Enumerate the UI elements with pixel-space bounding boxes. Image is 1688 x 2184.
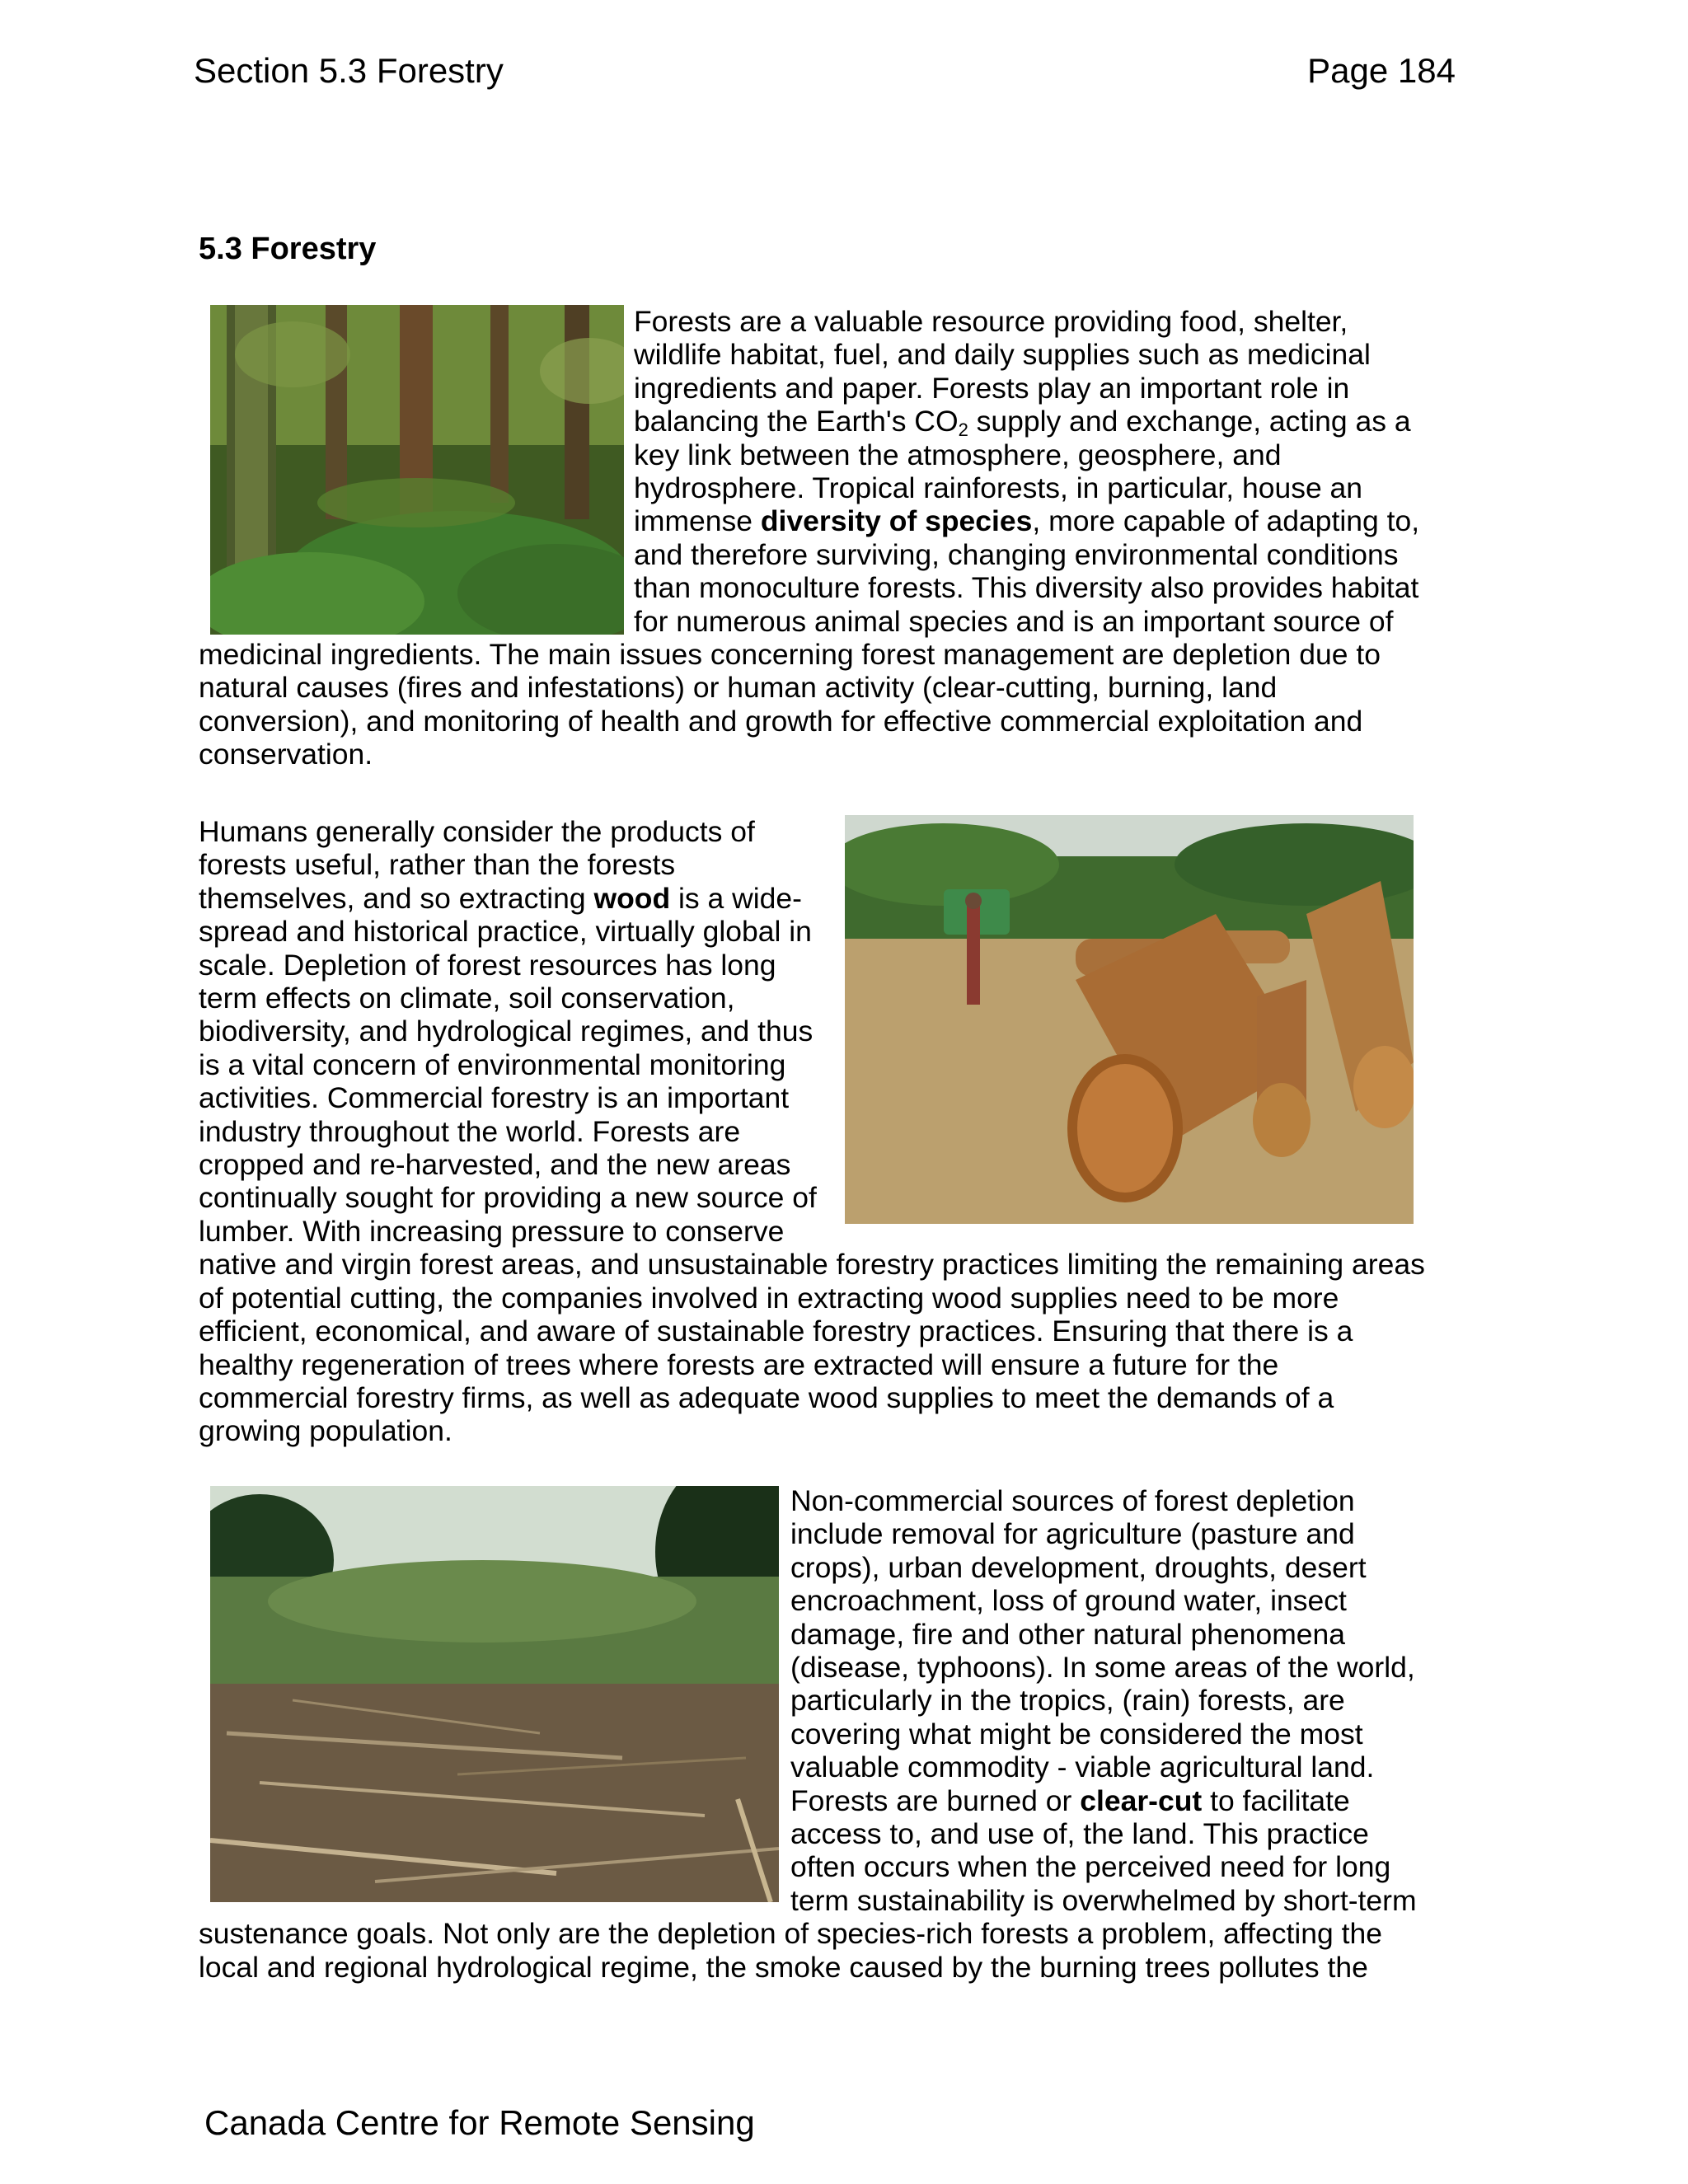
footer-organization: Canada Centre for Remote Sensing xyxy=(204,2103,755,2142)
co2-subscript: 2 xyxy=(958,419,968,441)
paragraph-1-text-a: Forests are a valuable resource providing food, shelter, wildlife habitat, fuel, and daily supplies such as medicinal ingredients and paper. Forests play an important role in balancing the Earth's CO xyxy=(634,305,1371,438)
term-wood: wood xyxy=(593,881,671,915)
running-header-section: Section 5.3 Forestry xyxy=(194,51,504,90)
paragraph-1-block xyxy=(199,305,1435,771)
paragraph-2-text-a: Humans generally consider the products of forests useful, rather than the forests themselves, and so extracting xyxy=(199,815,755,915)
paragraph-3-block xyxy=(199,1484,1435,1984)
section-title: 5.3 Forestry xyxy=(199,232,377,266)
logging-photo xyxy=(845,815,1414,1224)
paragraph-1-text-c: , more capable of adapting to, and therefore surviving, changing environmental conditions than monoculture forests. This diversity also provides habitat for numerous animal species and is an important source of medicinal ingredients. The main issues concerning forest management are depletion due to natural causes (fires and infestations) or human activity (clear-cutting, burning, land conversion), and monitoring of health and growth for effective commercial exploitation and conservation. xyxy=(199,504,1420,771)
paragraph-1-text-b: supply and exchange, acting as a key link between the atmosphere, geosphere, and hydrosphere. Tropical rainforests, in particular, house an immense xyxy=(634,405,1411,538)
running-header-page-number: Page 184 xyxy=(1307,51,1456,90)
clearcut-photo xyxy=(210,1486,779,1902)
term-diversity-of-species: diversity of species xyxy=(760,504,1033,538)
rainforest-photo xyxy=(210,305,624,635)
term-clear-cut: clear-cut xyxy=(1080,1783,1203,1817)
paragraph-2-text-b: is a wide-spread and historical practice, virtually global in scale. Depletion of forest resources has long term effects on climate, soil conservation, biodiversity, and hydrological regimes, and thus is a vital concern of environmental monitoring activities. Commercial forestry is an important industry throughout the world. Forests are cropped and re-harvested, and the new areas continually sought for providing a new source of lumber. With increasing pressure to conserve native and virgin forest areas, and unsustainable forestry practices limiting the remaining areas of potential cutting, the companies involved in extracting wood supplies need to be more efficient, economical, and aware of sustainable forestry practices. Ensuring that there is a healthy regeneration of trees where forests are extracted will ensure a future for the commercial forestry firms, as well as adequate wood supplies to meet the demands of a growing population. xyxy=(199,881,1425,1448)
paragraph-2-block xyxy=(199,815,1435,1448)
paragraph-3-text-a: Non-commercial sources of forest depletion include removal for agriculture (pasture and crops), urban development, droughts, desert encroachment, loss of ground water, insect damage, fire and other natural phenomena (disease, typhoons). In some areas of the world, particularly in the tropics, (rain) forests, are covering what might be considered the most valuable commodity - viable agricultural land. Forests are burned or xyxy=(790,1484,1415,1817)
paragraph-3-text-b: to facilitate access to, and use of, the land. This practice often occurs when the perceived need for long term sustainability is overwhelmed by short-term sustenance goals. Not only are the depletion of species-rich forests a problem, affecting the local and regional hydrological regime, the smoke caused by the burning trees pollutes the xyxy=(199,1783,1417,1984)
